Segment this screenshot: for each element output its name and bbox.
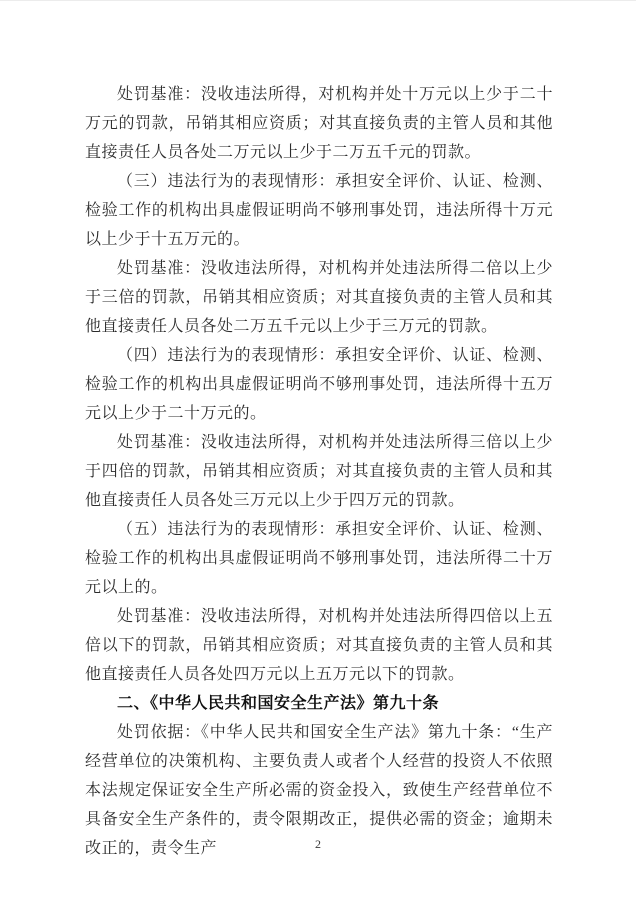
paragraph-penalty-benchmark-1: 处罚基准：没收违法所得，对机构并处十万元以上少于二十万元的罚款，吊销其相应资质；对其直接负责的主管人员和其他直接责任人员各处二万元以上少于二万五千元的罚款。	[85, 86, 553, 161]
paragraph-penalty-benchmark-4: 处罚基准：没收违法所得，对机构并处违法所得四倍以上五倍以下的罚款，吊销其相应资质；对其直接负责的主管人员和其他直接责任人员各处四万元以上五万元以下的罚款。	[85, 608, 553, 683]
section-heading-article-90: 二、《中华人民共和国安全生产法》第九十条	[117, 695, 440, 712]
document-body	[85, 80, 553, 863]
paragraph-penalty-benchmark-2: 处罚基准：没收违法所得，对机构并处违法所得二倍以上少于三倍的罚款，吊销其相应资质；对其直接负责的主管人员和其他直接责任人员各处二万五千元以上少于三万元的罚款。	[85, 260, 553, 335]
paragraph-penalty-benchmark-3: 处罚基准：没收违法所得，对机构并处违法所得三倍以上少于四倍的罚款，吊销其相应资质；对其直接负责的主管人员和其他直接责任人员各处三万元以上少于四万元的罚款。	[85, 434, 553, 509]
paragraph-penalty-basis-article-90: 处罚依据：《中华人民共和国安全生产法》第九十条：“生产经营单位的决策机构、主要负责人或者个人经营的投资人不依照本法规定保证安全生产所必需的资金投入，致使生产经营单位不具备安全生产条件的，责令限期改正，提供必需的资金；逾期未改正的，责令生产	[85, 724, 553, 857]
paragraph-violation-case-5: （五）违法行为的表现情形：承担安全评价、认证、检测、检验工作的机构出具虚假证明尚不够刑事处罚，违法所得二十万元以上的。	[85, 521, 553, 596]
paragraph-violation-case-4: （四）违法行为的表现情形：承担安全评价、认证、检测、检验工作的机构出具虚假证明尚不够刑事处罚，违法所得十五万元以上少于二十万元的。	[85, 347, 553, 422]
paragraph-violation-case-3: （三）违法行为的表现情形：承担安全评价、认证、检测、检验工作的机构出具虚假证明尚不够刑事处罚，违法所得十万元以上少于十五万元的。	[85, 173, 553, 248]
page-number: 2	[315, 837, 321, 851]
